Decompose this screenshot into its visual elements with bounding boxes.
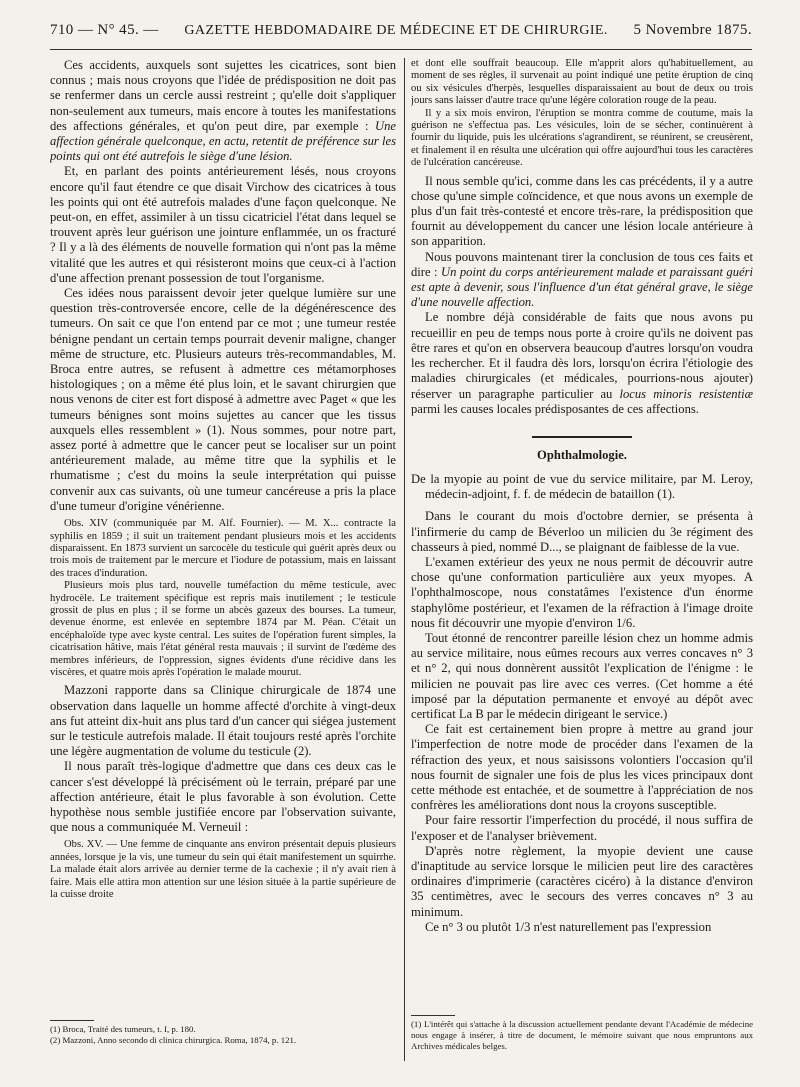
observation-15: Obs. XV. — Une femme de cinquante ans environ présentait depuis plusieurs années, lorsque je la vis, une tumeur du sein qui était manifestement un squirrhe. La malade était alors arrivée au dernier terme de la cachexie ; il n'y avait rien à faire. Mais elle attira mon attention sur une lésion située à la partie supérieure de la cuisse droite: [50, 839, 396, 901]
footnote: (2) Mazzoni, Anno secondo di clinica chirurgica. Roma, 1874, p. 121.: [50, 1035, 297, 1045]
footnote: (1) Broca, Traité des tumeurs, t. I, p. 180.: [50, 1024, 196, 1034]
observation-14-continued: Plusieurs mois plus tard, nouvelle tuméfaction du même testicule, avec hydrocèle. Le traitement spécifique est repris mais inutilement ; le testicule grossit de plus en plus ; il se forme un abcès gazeux des bourses. La tumeur, devenue énorme, est enlevée en septembre 1874 par M. Péan. C'était un encéphaloïde type avec kyste central. Les suites de l'opération furent simples, la cicatrisation hâtive, mais l'état général resta mauvais ; il survint de l'œdème des membres inférieurs, de l'oppression, signes évidents d'une récidive dans les viscères, et quatre mois après l'opération le malade mourut.: [50, 580, 396, 678]
left-column: [50, 58, 396, 1015]
paragraph: Il nous semble qu'ici, comme dans les cas précédents, il y a autre chose qu'une simple coïncidence, et que nous avons un exemple de plus d'un fait très-contesté et encore très-rare, la prédisposition que fournit au développement du cancer une lésion locale antérieure à son apparition.: [411, 173, 753, 249]
journal-title: GAZETTE HEBDOMADAIRE DE MÉDECINE ET DE CHIRURGIE.: [184, 23, 608, 38]
paragraph: Ce n° 3 ou plutôt 1/3 n'est naturellement pas l'expression: [425, 919, 712, 934]
paragraph: Mazzoni rapporte dans sa Clinique chirurgicale de 1874 une observation dans laquelle un homme affecté d'orchite à vingt-deux ans fut atteint dix-huit ans plus tard d'un cancer qui siégea justement sur le testicule autrefois malade. Il était toujours resté après l'orchite une légère augmentation de volume du testicule (2).: [50, 683, 396, 759]
right-footnotes: [411, 1019, 753, 1052]
paragraph: Dans le courant du mois d'octobre dernier, se présenta à l'infirmerie du camp de Béverloo un milicien du 3e régiment des chasseurs à pied, nommé D..., se plaignant de faiblesse de la vue.: [411, 509, 753, 554]
observation-15-continued: Il y a six mois environ, l'éruption se montra comme de coutume, mais la guérison ne s'effectua pas. Les vésicules, loin de se sécher, continuèrent à fournir du liquide, puis les ulcérations s'agrandirent, se réunirent, se creusèrent, et finalement il en résulta une ulcération qui offre aujourd'hui tous les caractères de l'ulcération cancéreuse.: [411, 107, 753, 169]
paragraph: Tout étonné de rencontrer pareille lésion chez un homme admis au service militaire, nous eûmes recours aux verres concaves n° 3 et n° 2, qui nous donnèrent aussitôt l'explication de l'énigme : le milicien ne pouvait pas lire avec ces verres. (Cet homme a été imposé par la députation permanente et envoyé au dépôt avec certificat La B par le médecin dirigeant le service.): [411, 630, 753, 721]
article-title: De la myopie au point de vue du service militaire, par M. Leroy, médecin-adjoint, f. f. de médecin de bataillon (1).: [411, 471, 753, 502]
paragraph: D'après notre règlement, la myopie devient une cause d'inaptitude au service lorsque le milicien peut lire des caractères ordinaires d'imprimerie (caractères cicéro) à la distance d'environ 35 centimètres, avec le secours des verres concaves n° 3 au minimum.: [411, 843, 753, 919]
issue-date: 5 Novembre 1875.: [633, 22, 752, 38]
section-rule: [532, 436, 632, 438]
paragraph: L'examen extérieur des yeux ne nous permit de découvrir autre chose qu'une conformation particulière aux yeux myopes. A l'ophthalmoscope, nous constatâmes l'existence d'un énorme staphylôme postérieur, et l'examen de la réfraction à l'image droite nous fit découvrir une myopie d'environ 1/6.: [411, 554, 753, 630]
column-divider: [404, 58, 405, 1061]
footnote-rule: [50, 1020, 94, 1021]
footnote-rule: [411, 1015, 455, 1016]
page-number-issue: 710 — N° 45. —: [50, 22, 159, 38]
footnote: (1) L'intérêt qui s'attache à la discussion actuellement pendante devant l'Académie de médecine nous engage à insérer, à titre de document, le mémoire suivant que nous empruntons aux Archives médicales belges.: [411, 1019, 753, 1051]
observation-15-continued: et dont elle souffrait beaucoup. Elle m'apprit alors qu'habituellement, au moment de ses règles, il survenait au point indiqué une petite éruption de cinq ou six vésicules d'herpès, lesquelles disparaissaient au bout de deux ou trois jours sans laisser d'autre trace qu'une légère coloration rouge de la peau.: [411, 58, 753, 107]
section-heading: Ophthalmologie.: [537, 447, 627, 462]
italic-thesis: Une affection générale quelconque, en actu, retentit de préférence sur les points qui ont été autrefois le siège d'une lésion.: [50, 118, 396, 164]
paragraph: Ces accidents, auxquels sont sujettes les cicatrices, sont bien connus ; mais nous croyons que l'idée de prédisposition ne doit pas se renfermer dans un cercle aussi restreint ; qu'elle doit s'appliquer non-seulement aux tumeurs, mais encore à toutes les manifestations des affections générales, et qu'on peut dire, par exemple : Une affection générale quelconque, en actu, retentit de préférence sur les points qui ont été autrefois le siège d'une lésion.: [50, 58, 396, 164]
left-footnotes: [50, 1024, 396, 1046]
paragraph: Le nombre déjà considérable de faits que nous avons pu recueillir en peu de temps nous porte à croire qu'ils ne doivent pas être rares et qu'on en observera beaucoup d'autres lorsqu'on voudra les rechercher. Et il faudra dès lors, lorsqu'on écrira l'étiologie des maladies chirurgicales (et médicales, pourrions-nous ajouter) réserver un paragraphe particulier au locus minoris resistentiæ parmi les causes locales prédisposantes de ces affections.: [411, 310, 753, 416]
paragraph: Et, en parlant des points antérieurement lésés, nous croyons encore qu'il faut étendre ce que disait Virchow des cicatrices à tous les points qui ont été autrefois malades d'une façon quelconque. Ne peut-on, en effet, assimiler à un tissu cicatriciel l'état dans lequel se trouvent après leur guérison une jointure enflammée, un os fracturé ? Il y a là des éléments de nouvelle formation qui n'ont pas la même vitalité que les autres et qui résisteront moins que ceux-ci à l'action d'une affection prenant possession de tout l'organisme.: [50, 164, 396, 285]
paragraph: Ce fait est certainement bien propre à mettre au grand jour l'imperfection de notre mode de procéder dans l'examen de la réfraction des yeux, et nous saisissons volontiers l'occasion qu'il nous fournit de signaler une fois de plus les vices principaux dont cette méthode est entachée, et de soumettre à l'appréciation de nos confrères les améliorations dont nous la croyons susceptible.: [411, 722, 753, 813]
paragraph: Pour faire ressortir l'imperfection du procédé, il nous suffira de l'exposer et de l'analyser brièvement.: [411, 813, 753, 843]
paragraph: Il nous paraît très-logique d'admettre que dans ces deux cas le cancer s'est développé là précisément où le terrain, préparé par une affection antérieure, était le plus favorable à son évolution. Cette hypothèse nous semble justifiée encore par l'observation suivante, que nous a communiquée M. Verneuil :: [50, 759, 396, 835]
page-header: [50, 22, 752, 42]
observation-14: Obs. XIV (communiquée par M. Alf. Fournier). — M. X... contracte la syphilis en 1859 ; il suit un traitement pendant plusieurs mois et les accidents disparaissent. En 1873 survient un sarcocèle du testicule qui guérit après deux ou trois mois de traitement par le mercure et l'iodure de potassium, mais en laissant des traces d'induration.: [50, 518, 396, 579]
italic-conclusion: Un point du corps antérieurement malade et paraissant guéri est apte à devenir, sous l'influence d'un état général grave, le siège d'une nouvelle affection.: [411, 264, 753, 310]
paragraph: Nous pouvons maintenant tirer la conclusion de tous ces faits et dire : Un point du corps antérieurement malade et paraissant guéri est apte à devenir, sous l'influence d'un état général grave, le siège d'une nouvelle affection.: [411, 249, 753, 310]
right-column: [411, 58, 753, 1015]
paragraph: Ces idées nous paraissent devoir jeter quelque lumière sur une question très-controversée encore, celle de la dégénérescence des tumeurs. On sait ce que l'on entend par ce mot ; une tumeur restée bénigne pendant un certain temps pourrait devenir maligne, changer même de structure, etc. Plusieurs auteurs très-recommandables, M. Broca entre autres, se refusent à admettre ces métamorphoses histologiques ; on a même été plus loin, et le savant chirurgien que nous venons de citer est fort disposé à admettre avec Paget « que les tumeurs bénignes sont moins sujettes au cancer que les tissus auxquels elles ressemblent » (1). Nous sommes, pour notre part, assez porté à admettre que le cancer peut se localiser sur un point antérieurement malade, au même titre que la syphilis et le rhumatisme ; c'est du moins la seule interprétation qui puisse convenir aux cas suivants, où une tumeur cancéreuse a pris la place d'une tumeur d'origine vénérienne.: [50, 286, 396, 513]
header-rule: [50, 49, 752, 50]
